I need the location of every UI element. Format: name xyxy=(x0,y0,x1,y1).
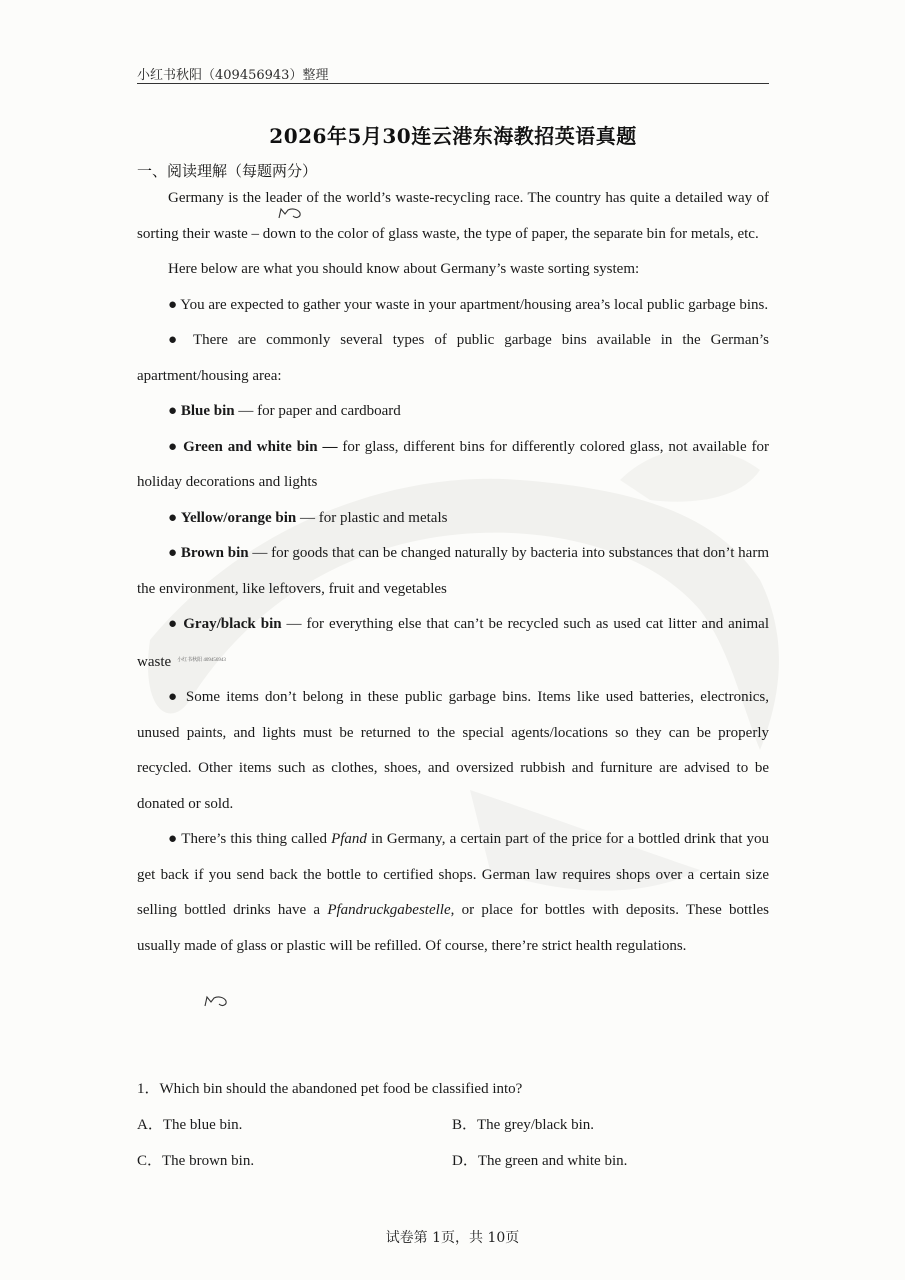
bin-label-green: Green and white bin — xyxy=(183,438,338,455)
bin-desc-green: for glass, different bins for differently colored glass, not available for holiday decorations and lights xyxy=(137,438,769,490)
question-1-option-d[interactable]: D．The green and white bin. xyxy=(452,1153,628,1169)
question-1-stem: 1．Which bin should the abandoned pet food be classified into? xyxy=(137,1081,523,1097)
paragraph-gather: ● You are expected to gather your waste in your apartment/housing area’s local public garbage bins. xyxy=(168,296,769,313)
bin-desc-blue: — for paper and cardboard xyxy=(234,403,401,419)
pfandruckgabestelle-term: Pfandruckgabestelle xyxy=(327,902,451,918)
pfand-term: Pfand xyxy=(331,831,367,847)
bin-item-brown: ● Brown bin — for goods that can be changed naturally by bacteria into substances that don’t harm the environment, like leftovers, fruit and vegetables xyxy=(137,545,770,597)
question-1-option-b[interactable]: B．The grey/black bin. xyxy=(452,1117,595,1133)
header-rule xyxy=(137,83,769,84)
bin-item-gray: ● Gray/black bin — for everything else that can’t be recycled such as used cat litter and animal waste $^{小红书秋阳 409456943}$ xyxy=(137,616,769,670)
pen-scribble-mark-2 xyxy=(202,992,232,1012)
paragraph-intro: Germany is the leader of the world’s waste-recycling race. The country has quite a detailed way of sorting their waste – down to the color of glass waste, the type of paper, the separate bin for metals, etc. xyxy=(137,190,769,242)
section-heading: 一、阅读理解（每题两分） xyxy=(137,162,318,180)
bin-label-brown: Brown bin xyxy=(180,545,249,561)
reading-passage xyxy=(137,181,769,964)
bin-desc-brown: — for goods that can be changed naturally by bacteria into substances that don’t harm the environment, like leftovers, fruit and vegetables xyxy=(137,545,770,597)
tiny-watermark-text: 小红书秋阳 409456943 xyxy=(177,657,226,663)
page-title: 2026年5月30连云港东海教招英语真题 xyxy=(269,124,637,148)
bin-item-yellow: ● Yellow/orange bin — for plastic and metals xyxy=(168,509,448,526)
paragraph-bin-types: ● There are commonly several types of public garbage bins available in the German’s apartment/housing area: xyxy=(137,332,769,384)
bin-desc-gray: — for everything else that can’t be recycled such as used cat litter and animal waste xyxy=(137,616,769,670)
bin-item-blue: ● Blue bin — for paper and cardboard xyxy=(168,403,401,419)
bin-item-green: ● Green and white bin — for glass, different bins for differently colored glass, not available for holiday decorations and lights xyxy=(137,438,769,490)
bin-label-blue: Blue bin xyxy=(180,403,235,419)
question-1-option-c[interactable]: C．The brown bin. xyxy=(137,1153,255,1169)
pfand-text-c: , or place for bottles with deposits. These bottles usually made of glass or plastic will be refilled. Of course, there’re strict health regulations. xyxy=(137,902,769,954)
bin-label-gray: Gray/black bin xyxy=(183,616,282,632)
bin-desc-yellow: — for plastic and metals xyxy=(296,509,448,526)
page-footer: 试卷第 1页，共 10页 xyxy=(385,1230,520,1246)
paragraph-lead: Here below are what you should know about Germany’s waste sorting system: xyxy=(168,261,640,277)
header-source: 小红书秋阳（409456943）整理 xyxy=(137,68,329,83)
paragraph-special-items: ● Some items don’t belong in these public garbage bins. Items like used batteries, electronics, unused paints, and lights must be returned to the special agents/locations so they can be properly recycled. Other items such as clothes, shoes, and oversized rubbish and furniture are advised to be donated or sold. xyxy=(137,689,769,812)
paragraph-pfand xyxy=(137,822,769,964)
bin-label-yellow: Yellow/orange bin xyxy=(180,509,297,526)
question-1-option-a[interactable]: A．The blue bin. xyxy=(137,1117,243,1133)
pfand-text-a: ● There’s this thing called xyxy=(168,831,332,847)
pfand-text-b: in Germany, a certain part of the price for a bottled drink that you get back if you send back the bottle to certified shops. German law requires shops over a certain size selling bottled drinks have a xyxy=(137,831,769,918)
